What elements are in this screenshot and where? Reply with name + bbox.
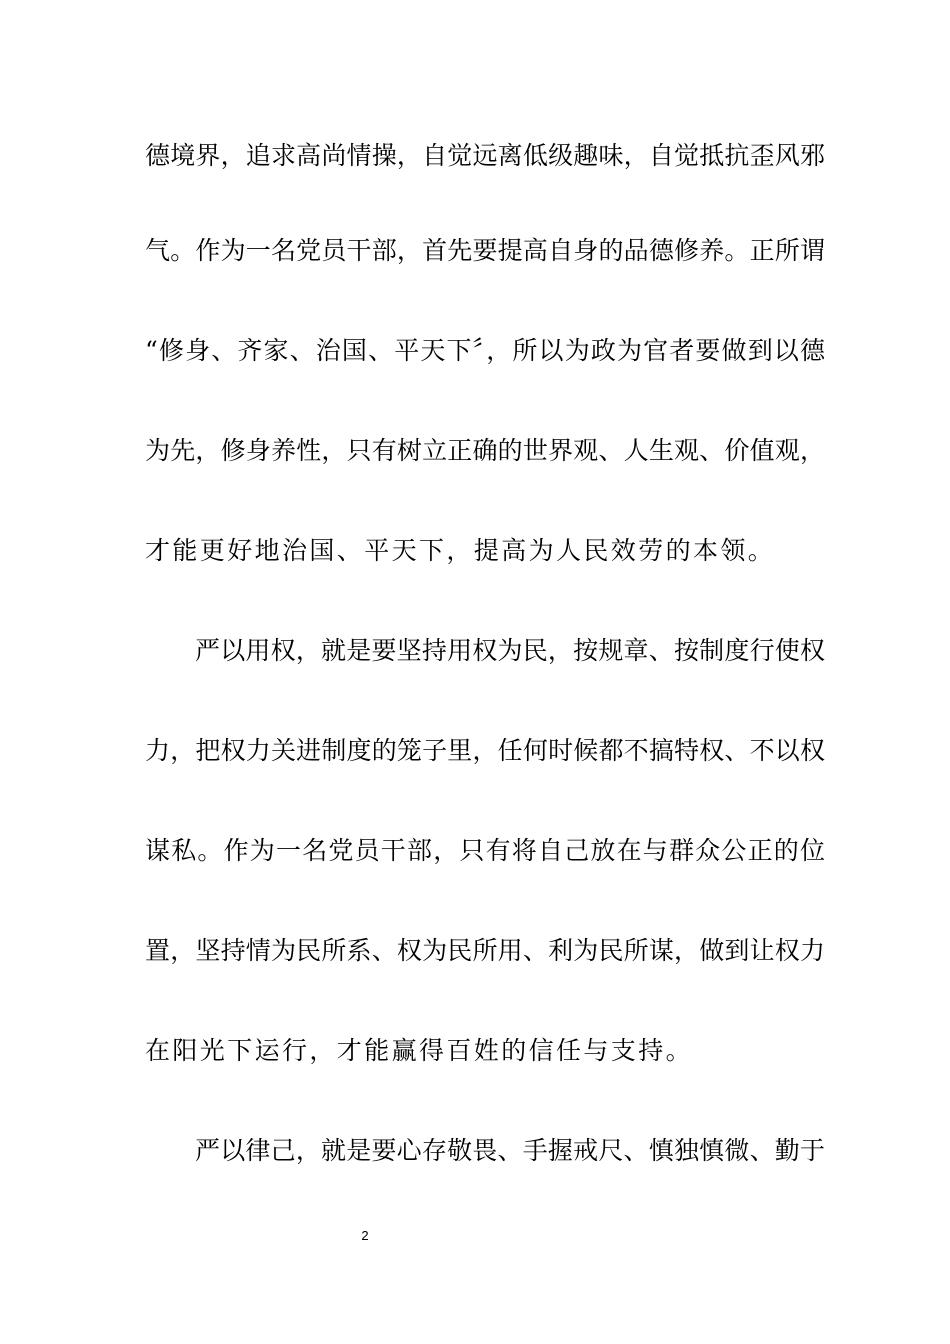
text-line: 德境界，追求高尚情操，自觉远离低级趣味，自觉抵抗歪风邪 <box>145 141 825 170</box>
paragraph-first-line: 严以律己，就是要心存敬畏、手握戒尺、慎独慎微、勤于 <box>195 1136 825 1165</box>
paragraph-first-line: 严以用权，就是要坚持用权为民，按规章、按制度行使权 <box>195 636 825 665</box>
text-line: 置，坚持情为民所系、权为民所用、利为民所谋，做到让权力 <box>145 936 825 965</box>
text-line: 谋私。作为一名党员干部，只有将自己放在与群众公正的位 <box>145 836 825 865</box>
text-line: 气。作为一名党员干部，首先要提高自身的品德修养。正所谓 <box>145 236 825 265</box>
text-line: “修身、齐家、治国、平天下〞，所以为政为官者要做到以德 <box>145 336 825 365</box>
text-line: 在阳光下运行，才能赢得百姓的信任与支持。 <box>145 1036 694 1065</box>
text-line: 力，把权力关进制度的笼子里，任何时候都不搞特权、不以权 <box>145 736 825 765</box>
text-line: 为先，修身养性，只有树立正确的世界观、人生观、价值观， <box>145 436 825 465</box>
text-line: 才能更好地治国、平天下，提高为人民效劳的本领。 <box>145 536 776 565</box>
page-number: 2 <box>361 1228 369 1243</box>
